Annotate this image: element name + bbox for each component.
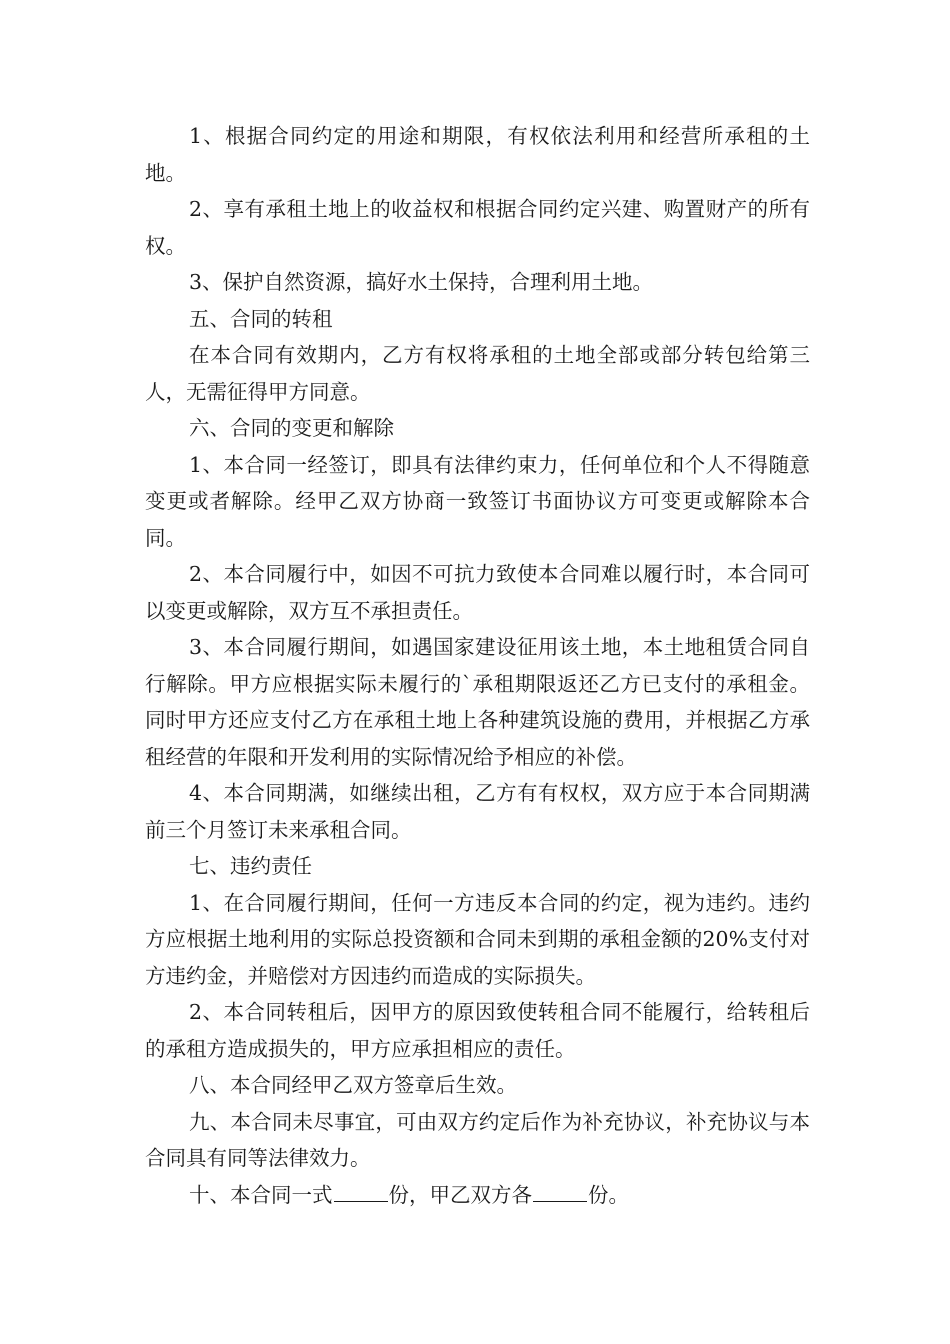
clause-breach-penalty: 1、在合同履行期间，任何一方违反本合同的约定，视为违约。违约方应根据土地利用的实际总投资额和合同未到期的承租金额的20%支付对方违约金，并赔偿对方因违约而造成的实际损失。: [145, 890, 810, 988]
clause-sublease-liability: 2、本合同转租后，因甲方的原因致使转租合同不能履行，给转租后的承租方造成损失的，甲方应承担相应的责任。: [145, 1000, 810, 1061]
clause-expiry-renewal: 4、本合同期满，如继续出租，乙方有有权权，双方应于本合同期满前三个月签订未来承租合同。: [145, 781, 810, 842]
section-heading-change-termination: 六、合同的变更和解除: [189, 416, 394, 440]
clause-protect-resources: 3、保护自然资源，搞好水土保持，合理利用土地。: [189, 270, 654, 294]
clause-supplementary: 九、本合同未尽事宜，可由双方约定后作为补充协议，补充协议与本合同具有同等法律效力。: [145, 1109, 810, 1170]
clause-effective: 八、本合同经甲乙双方签章后生效。: [189, 1073, 517, 1097]
clause-state-expropriation: 3、本合同履行期间，如遇国家建设征用该土地，本土地租赁合同自行解除。甲方应根据实际未履行的`承租期限返还乙方已支付的承租金。同时甲方还应支付乙方在承租土地上各种建筑设施的费用，并根据乙方承租经营的年限和开发利用的实际情况给予相应的补偿。: [145, 635, 810, 769]
copies-text-3: 份。: [588, 1182, 629, 1207]
clause-right-use-land: 1、根据合同约定的用途和期限，有权依法利用和经营所承租的土地。: [145, 124, 810, 185]
clause-copies: [145, 1177, 810, 1214]
copies-total-blank: [334, 1179, 388, 1202]
section-heading-liability: 七、违约责任: [189, 854, 312, 878]
clause-sublease: 在本合同有效期内，乙方有权将承租的土地全部或部分转包给第三人，无需征得甲方同意。: [145, 343, 810, 404]
copies-each-blank: [533, 1179, 587, 1202]
clause-right-income-property: 2、享有承租土地上的收益权和根据合同约定兴建、购置财产的所有权。: [145, 197, 810, 258]
clause-binding-force: 1、本合同一经签订，即具有法律约束力，任何单位和个人不得随意变更或者解除。经甲乙双方协商一致签订书面协议方可变更或解除本合同。: [145, 452, 810, 550]
clause-force-majeure: 2、本合同履行中，如因不可抗力致使本合同难以履行时，本合同可以变更或解除，双方互不承担责任。: [145, 562, 810, 623]
copies-text-1: 十、本合同一式: [189, 1182, 333, 1207]
copies-text-2: 份，甲乙双方各: [388, 1182, 532, 1207]
contract-body: [145, 118, 810, 1213]
section-heading-sublease: 五、合同的转租: [189, 306, 333, 331]
